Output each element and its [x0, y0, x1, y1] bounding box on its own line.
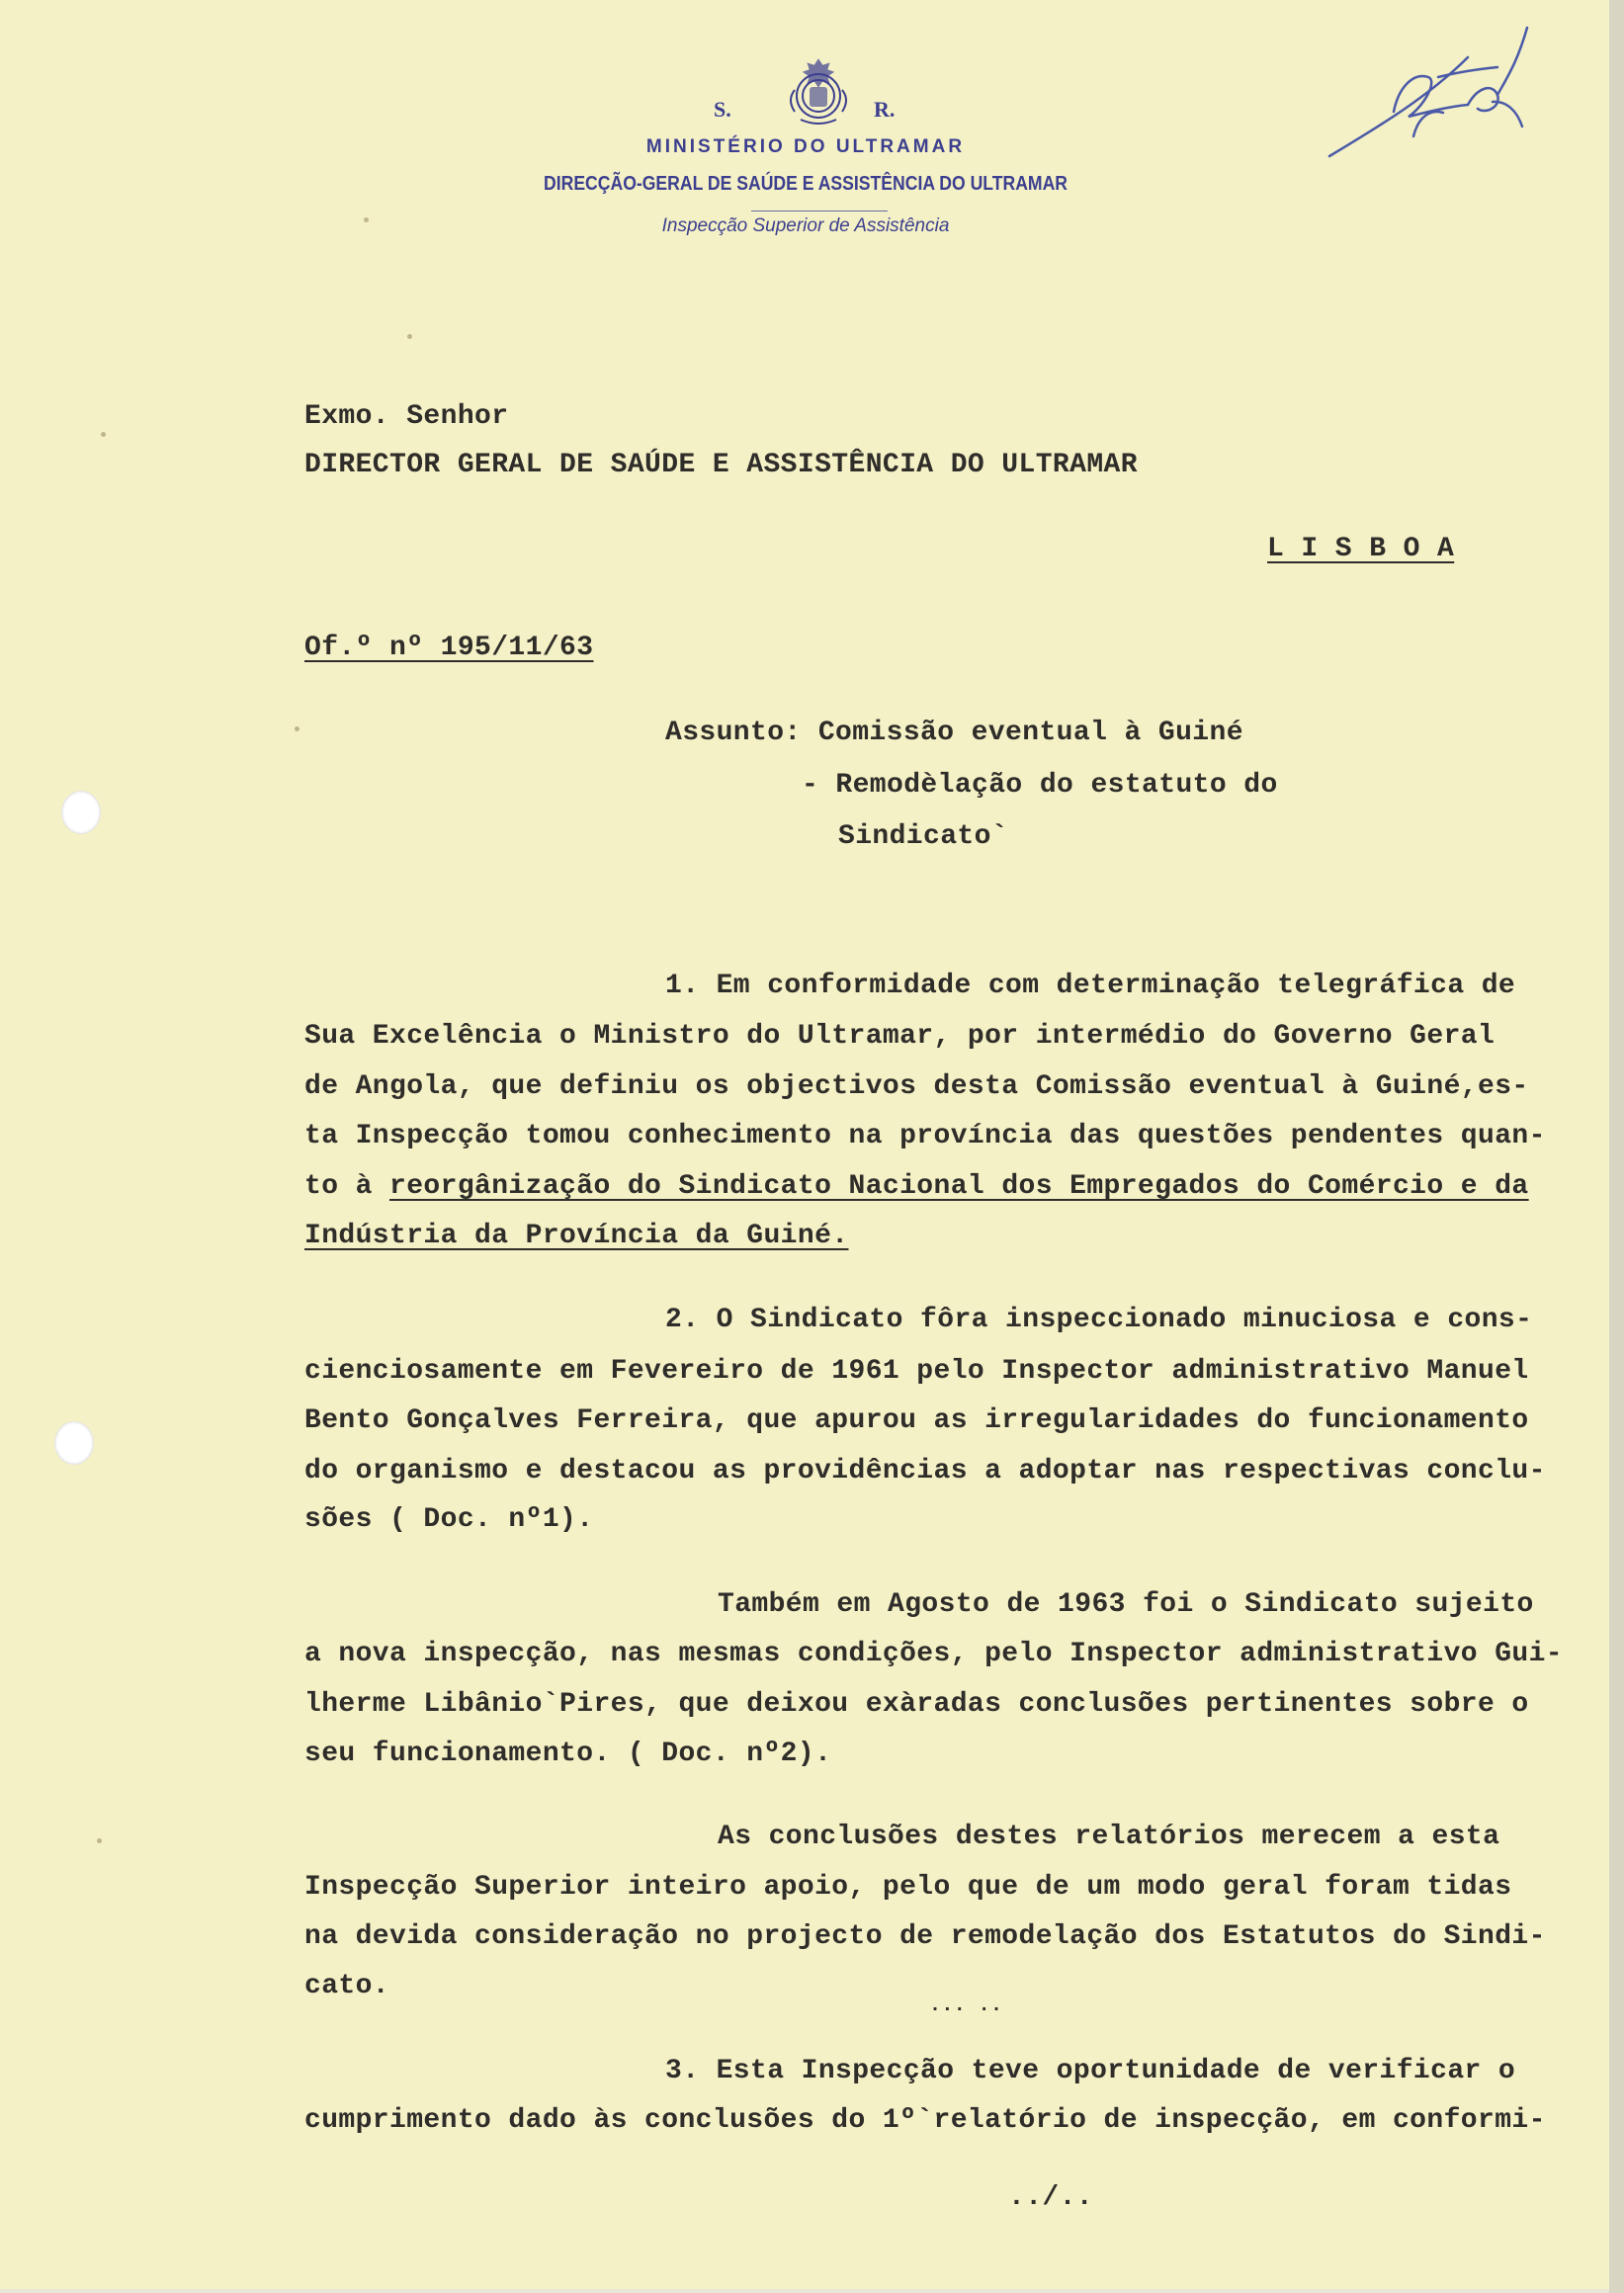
para2-line-2: cienciosamente em Fevereiro de 1961 pelo Inspector administrativo Manuel	[304, 1356, 1529, 1387]
para3-line-3: lherme Libânio`Pires, que deixou exàradas conclusões pertinentes sobre o	[304, 1689, 1529, 1720]
para1-underlined-phrase: reorgânização do Sindicato Nacional dos Empregados do Comércio e da	[389, 1171, 1529, 1202]
para2-line-1: 2. O Sindicato fôra inspeccionado minuciosa e cons-	[665, 1305, 1533, 1335]
punch-hole-top	[61, 791, 101, 834]
continuation-mark: ../..	[1008, 2182, 1094, 2213]
letterhead-r: R.	[874, 97, 896, 122]
ministry-name: MINISTÉRIO DO ULTRAMAR	[645, 136, 966, 157]
para3-line-1: Também em Agosto de 1963 foi o Sindicato sujeito	[718, 1589, 1534, 1620]
para4-line-2: Inspecção Superior inteiro apoio, pelo que de um modo geral foram tidas	[304, 1872, 1512, 1903]
para4-line-4: cato.	[304, 1971, 390, 2001]
inspection-office: Inspecção Superior de Assistência	[661, 215, 950, 236]
letterhead-s: S.	[714, 97, 731, 122]
para2-line-5: sões ( Doc. nº1).	[304, 1504, 594, 1535]
office-reference: Of.º nº 195/11/63	[304, 633, 594, 663]
para5-line-1: 3. Esta Inspecção teve oportunidade de verificar o	[665, 2056, 1516, 2086]
directorate-name: DIRECÇÃO-GERAL DE SAÚDE E ASSISTÊNCIA DO ULTRAMAR	[544, 173, 1068, 195]
subject-line-2: - Remodèlação do estatuto do	[802, 770, 1278, 801]
coat-of-arms-icon	[781, 54, 856, 129]
subject-line-3: Sindicato`	[838, 821, 1009, 852]
salutation: Exmo. Senhor	[304, 401, 509, 432]
section-ellipsis: ... ..	[929, 1995, 1003, 2017]
para1-line-6: Indústria da Província da Guiné.	[304, 1221, 849, 1251]
para1-line-3: de Angola, que definiu os objectivos desta Comissão eventual à Guiné,es-	[304, 1071, 1529, 1102]
para5-line-2: cumprimento dado às conclusões do 1º`relatório de inspecção, em conformi-	[304, 2105, 1546, 2136]
para4-line-3: na devida consideração no projecto de remodelação dos Estatutos do Sindi-	[304, 1921, 1546, 1952]
paper-speck	[364, 217, 369, 222]
para4-line-1: As conclusões destes relatórios merecem a esta	[718, 1822, 1500, 1852]
para1-line-5-prefix: to à	[304, 1171, 390, 1202]
para1-line-4: ta Inspecção tomou conhecimento na província das questões pendentes quan-	[304, 1121, 1546, 1151]
page-edge-shadow	[1609, 0, 1624, 2293]
para3-line-2: a nova inspecção, nas mesmas condições, pelo Inspector administrativo Gui-	[304, 1639, 1564, 1669]
paper-speck	[295, 726, 299, 731]
para1-line-1: 1. Em conformidade com determinação telegráfica de	[665, 971, 1516, 1001]
para2-line-3: Bento Gonçalves Ferreira, que apurou as irregularidades do funcionamento	[304, 1405, 1529, 1436]
punch-hole-bottom	[54, 1421, 94, 1465]
letterhead-divider	[751, 211, 888, 212]
para1-line-5	[304, 1171, 1529, 1202]
subject-line-1: Assunto: Comissão eventual à Guiné	[665, 718, 1243, 748]
para1-line-2: Sua Excelência o Ministro do Ultramar, por intermédio do Governo Geral	[304, 1021, 1496, 1052]
para3-line-4: seu funcionamento. ( Doc. nº2).	[304, 1739, 832, 1769]
addressee-title: DIRECTOR GERAL DE SAÚDE E ASSISTÊNCIA DO ULTRAMAR	[304, 450, 1138, 480]
addressee-city: L I S B O A	[1267, 534, 1455, 564]
paper-speck	[97, 1838, 102, 1843]
paper-speck	[101, 432, 106, 437]
paper-speck	[407, 334, 412, 339]
para2-line-4: do organismo e destacou as providências a adoptar nas respectivas conclu-	[304, 1456, 1546, 1486]
signature-initials	[1320, 18, 1537, 166]
